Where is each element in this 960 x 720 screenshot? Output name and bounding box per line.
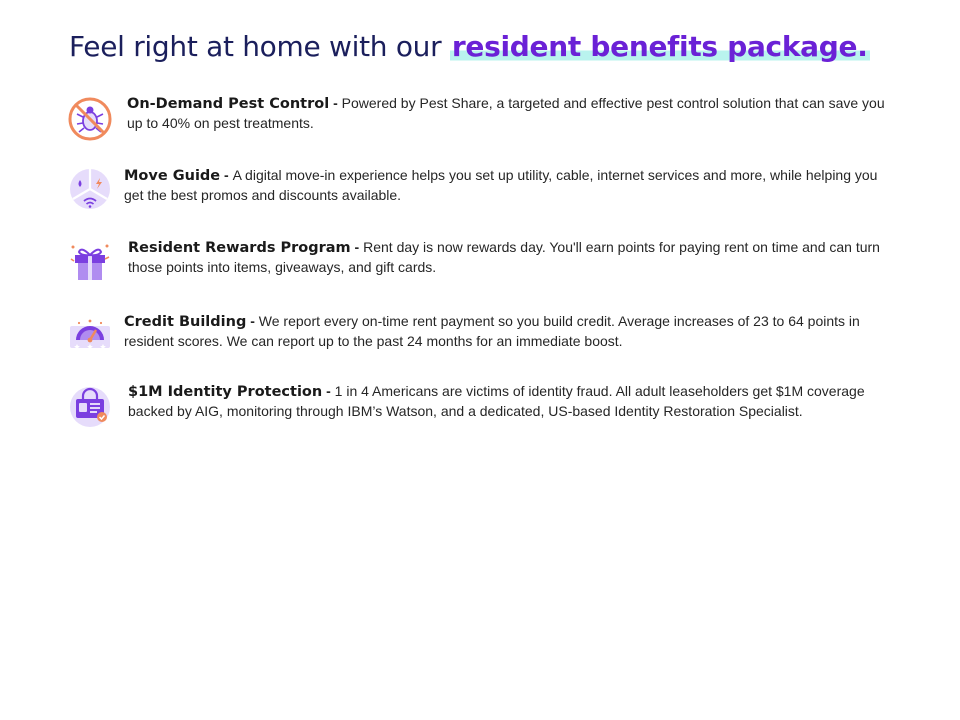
move-guide-icon [67,166,113,212]
benefit-text [124,312,894,351]
benefit-separator: - [246,313,259,329]
benefit-separator: - [350,239,364,255]
benefit-text [128,238,898,277]
benefit-pest-control [0,94,960,154]
benefit-description: We report every on-time rent payment so you build credit. Average increases of 23 to 64 points in resident scores. We can report up to the past 24 months for an immediate boost. [124,313,860,349]
benefit-rewards [0,238,960,298]
gift-box-icon [67,239,113,285]
benefit-move-guide [0,166,960,226]
benefit-identity-protection [0,382,960,442]
benefit-description: A digital move-in experience helps you set up utility, cable, internet services and more, while helping you get the best promos and discounts available. [124,167,878,203]
benefit-separator: - [329,95,342,111]
headline-prefix: Feel right at home with our [69,30,450,63]
benefit-credit-building [0,312,960,372]
benefit-text [127,94,897,133]
benefit-text [124,166,894,205]
benefit-description: 1 in 4 Americans are victims of identity fraud. All adult leaseholders get $1M coverage backed by AIG, monitoring through IBM’s Watson, and a dedicated, US-based Identity Restoration Specialist. [128,383,865,419]
credit-gauge-icon [67,312,113,358]
benefit-separator: - [322,383,335,399]
benefit-description: Powered by Pest Share, a targeted and effective pest control solution that can save you up to 40% on pest treatments. [127,95,885,131]
benefit-separator: - [220,167,233,183]
benefit-title: Move Guide [124,168,221,184]
benefit-title: Credit Building [124,314,247,330]
benefit-title: Resident Rewards Program [128,240,351,256]
pest-control-icon [67,96,113,142]
headline-accent: resident benefits package. [451,30,868,63]
benefit-title: On-Demand Pest Control [127,96,330,112]
benefit-text [128,382,898,421]
benefit-title: $1M Identity Protection [128,384,323,400]
identity-protection-icon [67,384,113,430]
benefit-description: Rent day is now rewards day. You'll earn points for paying rent on time and can turn those points into items, giveaways, and gift cards. [128,239,880,275]
page-headline [69,26,929,68]
